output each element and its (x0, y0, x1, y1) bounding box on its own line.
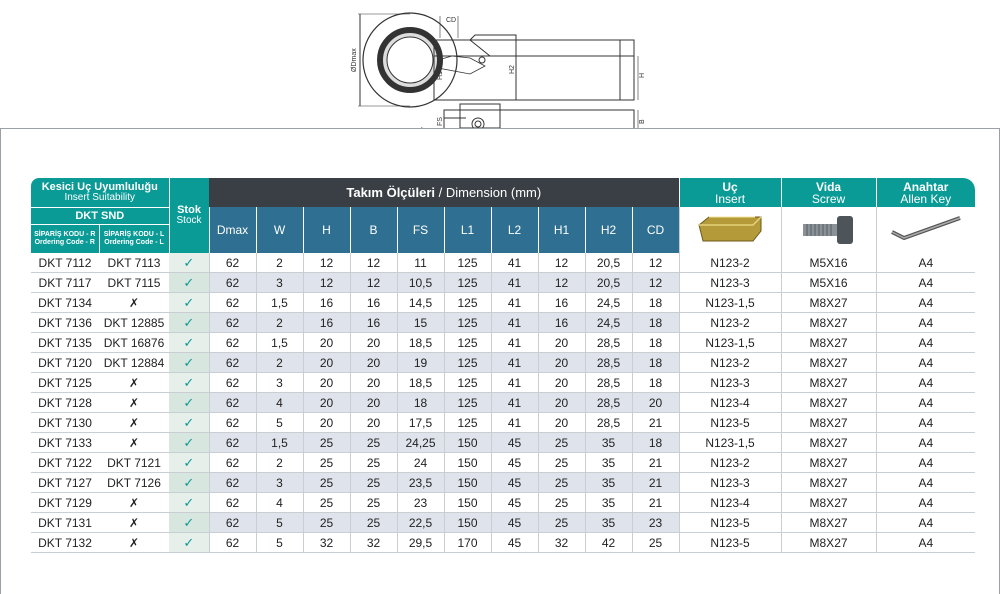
allen-key-header: Anahtar Allen Key (876, 178, 975, 207)
cell-dmax: 62 (209, 273, 256, 293)
cell-code-l: DKT 7113 (99, 253, 169, 273)
cell-code-l: ✗ (99, 513, 169, 533)
table-row (31, 373, 975, 393)
cell-l2: 45 (491, 513, 538, 533)
cell-h: 12 (303, 253, 350, 273)
cell-w: 5 (256, 533, 303, 553)
insert-image (679, 207, 781, 253)
cell-code-r: DKT 7134 (31, 293, 99, 313)
cell-stock: ✓ (169, 473, 209, 493)
cell-dmax: 62 (209, 393, 256, 413)
cell-b: 25 (350, 473, 397, 493)
product-table (31, 178, 975, 553)
label-fs: FS (437, 117, 444, 126)
cell-cd: 18 (632, 313, 679, 333)
cell-stock: ✓ (169, 393, 209, 413)
cell-h: 25 (303, 473, 350, 493)
cell-screw: M8X27 (781, 373, 876, 393)
insert-header: Uç Insert (679, 178, 781, 207)
cell-insert: N123-1,5 (679, 433, 781, 453)
cell-insert: N123-5 (679, 413, 781, 433)
cell-screw: M5X16 (781, 273, 876, 293)
cell-b: 16 (350, 313, 397, 333)
label-h: H (639, 72, 646, 78)
cell-l1: 150 (444, 433, 491, 453)
cell-dmax: 62 (209, 353, 256, 373)
cell-fs: 18,5 (397, 373, 444, 393)
cell-fs: 18,5 (397, 333, 444, 353)
cell-b: 25 (350, 513, 397, 533)
cell-h: 25 (303, 453, 350, 473)
cell-dmax: 62 (209, 433, 256, 453)
suitability-header: Kesici Uç Uyumluluğu Insert Suitability (31, 178, 169, 207)
cell-l1: 125 (444, 413, 491, 433)
cell-screw: M8X27 (781, 353, 876, 373)
cell-l1: 125 (444, 373, 491, 393)
table-row (31, 393, 975, 413)
col-cd: CD (632, 207, 679, 253)
cell-w: 5 (256, 413, 303, 433)
cell-insert: N123-1,5 (679, 293, 781, 313)
cell-fs: 11 (397, 253, 444, 273)
cell-h1: 20 (538, 373, 585, 393)
cell-b: 25 (350, 453, 397, 473)
cell-l1: 125 (444, 393, 491, 413)
cell-w: 2 (256, 453, 303, 473)
screw-icon (799, 212, 859, 246)
cell-b: 20 (350, 353, 397, 373)
cell-b: 25 (350, 493, 397, 513)
cell-b: 32 (350, 533, 397, 553)
cell-allen-key: A4 (876, 413, 975, 433)
cell-code-l: ✗ (99, 293, 169, 313)
cell-l1: 125 (444, 313, 491, 333)
cell-h2: 28,5 (585, 373, 632, 393)
cell-code-l: ✗ (99, 413, 169, 433)
cell-w: 1,5 (256, 333, 303, 353)
cell-cd: 18 (632, 373, 679, 393)
label-b: B (639, 119, 646, 124)
cell-l2: 41 (491, 353, 538, 373)
cell-allen-key: A4 (876, 253, 975, 273)
col-l2: L2 (491, 207, 538, 253)
table-row (31, 413, 975, 433)
cell-b: 20 (350, 393, 397, 413)
cell-h1: 20 (538, 393, 585, 413)
cell-w: 1,5 (256, 433, 303, 453)
cell-allen-key: A4 (876, 353, 975, 373)
cell-h: 25 (303, 513, 350, 533)
cell-cd: 12 (632, 253, 679, 273)
cell-h1: 25 (538, 433, 585, 453)
cell-code-l: ✗ (99, 433, 169, 453)
screw-image (781, 207, 876, 253)
col-h2: H2 (585, 207, 632, 253)
cell-code-r: DKT 7120 (31, 353, 99, 373)
table-row (31, 533, 975, 553)
col-h1: H1 (538, 207, 585, 253)
cell-insert: N123-3 (679, 473, 781, 493)
cell-h1: 25 (538, 453, 585, 473)
cell-h: 20 (303, 373, 350, 393)
label-h2: H2 (509, 65, 516, 74)
col-dmax: Dmax (209, 207, 256, 253)
cell-w: 3 (256, 373, 303, 393)
cell-h2: 35 (585, 433, 632, 453)
cell-dmax: 62 (209, 333, 256, 353)
cell-w: 4 (256, 393, 303, 413)
cell-code-l: ✗ (99, 373, 169, 393)
cell-l2: 41 (491, 313, 538, 333)
cell-h: 20 (303, 333, 350, 353)
cell-w: 3 (256, 273, 303, 293)
cell-w: 2 (256, 313, 303, 333)
col-h: H (303, 207, 350, 253)
cell-allen-key: A4 (876, 453, 975, 473)
cell-fs: 23,5 (397, 473, 444, 493)
cell-stock: ✓ (169, 453, 209, 473)
cell-h2: 20,5 (585, 273, 632, 293)
cell-l1: 125 (444, 253, 491, 273)
table-row (31, 313, 975, 333)
cell-stock: ✓ (169, 373, 209, 393)
cell-w: 5 (256, 513, 303, 533)
cell-code-r: DKT 7117 (31, 273, 99, 293)
cell-screw: M8X27 (781, 293, 876, 313)
cell-cd: 21 (632, 473, 679, 493)
cell-l2: 45 (491, 533, 538, 553)
cell-code-r: DKT 7127 (31, 473, 99, 493)
cell-allen-key: A4 (876, 333, 975, 353)
cell-fs: 18 (397, 393, 444, 413)
cell-screw: M8X27 (781, 473, 876, 493)
col-b: B (350, 207, 397, 253)
cell-l2: 41 (491, 373, 538, 393)
cell-screw: M8X27 (781, 533, 876, 553)
cell-b: 16 (350, 293, 397, 313)
cell-l2: 41 (491, 393, 538, 413)
cell-dmax: 62 (209, 413, 256, 433)
cell-insert: N123-3 (679, 373, 781, 393)
cell-dmax: 62 (209, 313, 256, 333)
cell-dmax: 62 (209, 493, 256, 513)
cell-screw: M8X27 (781, 393, 876, 413)
cell-h2: 35 (585, 513, 632, 533)
cell-code-l: DKT 7115 (99, 273, 169, 293)
cell-screw: M8X27 (781, 493, 876, 513)
cell-code-r: DKT 7135 (31, 333, 99, 353)
cell-allen-key: A4 (876, 393, 975, 413)
cell-cd: 18 (632, 353, 679, 373)
cell-h2: 28,5 (585, 393, 632, 413)
cell-dmax: 62 (209, 293, 256, 313)
cell-fs: 10,5 (397, 273, 444, 293)
cell-h2: 35 (585, 473, 632, 493)
cell-cd: 21 (632, 453, 679, 473)
cell-h2: 28,5 (585, 333, 632, 353)
table-row (31, 513, 975, 533)
cell-cd: 12 (632, 273, 679, 293)
cell-b: 20 (350, 333, 397, 353)
product-name: DKT SND (31, 207, 169, 224)
cell-h1: 32 (538, 533, 585, 553)
cell-code-l: DKT 12885 (99, 313, 169, 333)
cell-b: 20 (350, 413, 397, 433)
allen-key-icon (886, 212, 966, 246)
cell-h2: 28,5 (585, 353, 632, 373)
label-cd: CD (446, 17, 457, 24)
cell-w: 1,5 (256, 293, 303, 313)
cell-insert: N123-2 (679, 353, 781, 373)
cell-b: 12 (350, 273, 397, 293)
cell-code-l: DKT 7121 (99, 453, 169, 473)
cell-allen-key: A4 (876, 433, 975, 453)
table-row (31, 473, 975, 493)
cell-stock: ✓ (169, 433, 209, 453)
cell-b: 12 (350, 253, 397, 273)
cell-cd: 21 (632, 493, 679, 513)
table-row (31, 433, 975, 453)
cell-w: 3 (256, 473, 303, 493)
cell-l1: 125 (444, 293, 491, 313)
cell-insert: N123-2 (679, 313, 781, 333)
cell-code-l: DKT 12884 (99, 353, 169, 373)
cell-screw: M8X27 (781, 413, 876, 433)
cell-code-r: DKT 7136 (31, 313, 99, 333)
cell-code-l: DKT 16876 (99, 333, 169, 353)
cell-dmax: 62 (209, 513, 256, 533)
cell-fs: 15 (397, 313, 444, 333)
cell-h2: 28,5 (585, 413, 632, 433)
cell-l1: 125 (444, 333, 491, 353)
cell-b: 25 (350, 433, 397, 453)
cell-dmax: 62 (209, 533, 256, 553)
cell-cd: 25 (632, 533, 679, 553)
cell-screw: M8X27 (781, 333, 876, 353)
stock-header: Stok Stock (169, 178, 209, 253)
cell-cd: 20 (632, 393, 679, 413)
cell-h: 16 (303, 293, 350, 313)
table-row (31, 273, 975, 293)
cell-code-r: DKT 7132 (31, 533, 99, 553)
cell-l1: 150 (444, 493, 491, 513)
cell-fs: 24,25 (397, 433, 444, 453)
cell-h1: 25 (538, 473, 585, 493)
ordering-code-r-header: SİPARİŞ KODU - R Ordering Code - R (31, 224, 99, 253)
cell-l1: 150 (444, 513, 491, 533)
cell-screw: M5X16 (781, 253, 876, 273)
cell-dmax: 62 (209, 373, 256, 393)
cell-code-r: DKT 7130 (31, 413, 99, 433)
cell-allen-key: A4 (876, 473, 975, 493)
table-row (31, 333, 975, 353)
cell-code-r: DKT 7128 (31, 393, 99, 413)
cell-insert: N123-3 (679, 273, 781, 293)
cell-dmax: 62 (209, 253, 256, 273)
cell-cd: 18 (632, 293, 679, 313)
table-row (31, 253, 975, 273)
col-w: W (256, 207, 303, 253)
cell-b: 20 (350, 373, 397, 393)
cell-stock: ✓ (169, 293, 209, 313)
cell-w: 2 (256, 353, 303, 373)
ordering-code-l-header: SİPARİŞ KODU - L Ordering Code - L (99, 224, 169, 253)
cell-fs: 17,5 (397, 413, 444, 433)
cell-screw: M8X27 (781, 433, 876, 453)
cell-l2: 45 (491, 493, 538, 513)
cell-dmax: 62 (209, 473, 256, 493)
cell-code-l: ✗ (99, 493, 169, 513)
cell-h: 32 (303, 533, 350, 553)
cell-stock: ✓ (169, 253, 209, 273)
cell-fs: 14,5 (397, 293, 444, 313)
cell-fs: 29,5 (397, 533, 444, 553)
cell-h2: 20,5 (585, 253, 632, 273)
cell-insert: N123-2 (679, 253, 781, 273)
cell-l2: 41 (491, 273, 538, 293)
cell-h: 20 (303, 353, 350, 373)
table-row (31, 353, 975, 373)
cell-h1: 12 (538, 253, 585, 273)
col-fs: FS (397, 207, 444, 253)
cell-l2: 41 (491, 293, 538, 313)
cell-cd: 21 (632, 413, 679, 433)
cell-insert: N123-5 (679, 513, 781, 533)
cell-code-l: ✗ (99, 393, 169, 413)
cell-code-r: DKT 7133 (31, 433, 99, 453)
cell-h2: 42 (585, 533, 632, 553)
cell-h: 25 (303, 493, 350, 513)
cell-stock: ✓ (169, 273, 209, 293)
cell-cd: 18 (632, 433, 679, 453)
cell-l2: 45 (491, 433, 538, 453)
cell-screw: M8X27 (781, 313, 876, 333)
cell-l1: 150 (444, 473, 491, 493)
cell-l2: 41 (491, 253, 538, 273)
allen-key-image (876, 207, 975, 253)
cell-code-r: DKT 7112 (31, 253, 99, 273)
cell-allen-key: A4 (876, 513, 975, 533)
cell-h1: 20 (538, 353, 585, 373)
table-row (31, 293, 975, 313)
cell-stock: ✓ (169, 313, 209, 333)
cell-stock: ✓ (169, 413, 209, 433)
cell-insert: N123-4 (679, 393, 781, 413)
cell-stock: ✓ (169, 533, 209, 553)
table-row (31, 493, 975, 513)
cell-h1: 16 (538, 313, 585, 333)
cell-h: 25 (303, 433, 350, 453)
cell-l1: 170 (444, 533, 491, 553)
cell-l1: 150 (444, 453, 491, 473)
cell-fs: 22,5 (397, 513, 444, 533)
cell-dmax: 62 (209, 453, 256, 473)
tool-body-front (434, 40, 634, 100)
cell-h: 20 (303, 413, 350, 433)
cell-allen-key: A4 (876, 493, 975, 513)
col-l1: L1 (444, 207, 491, 253)
cell-l2: 41 (491, 413, 538, 433)
cell-code-l: ✗ (99, 533, 169, 553)
table-row (31, 453, 975, 473)
label-dmax: ØDmax (351, 48, 358, 72)
cell-code-r: DKT 7125 (31, 373, 99, 393)
cell-l2: 45 (491, 473, 538, 493)
screw-header: Vida Screw (781, 178, 876, 207)
cell-screw: M8X27 (781, 453, 876, 473)
cell-h: 16 (303, 313, 350, 333)
cell-cd: 23 (632, 513, 679, 533)
cell-l2: 41 (491, 333, 538, 353)
cell-allen-key: A4 (876, 533, 975, 553)
cell-h1: 25 (538, 513, 585, 533)
insert-icon (695, 211, 765, 247)
cell-fs: 19 (397, 353, 444, 373)
cell-insert: N123-5 (679, 533, 781, 553)
cell-fs: 24 (397, 453, 444, 473)
label-h1: H1 (437, 71, 444, 80)
cell-allen-key: A4 (876, 273, 975, 293)
cell-allen-key: A4 (876, 313, 975, 333)
cell-stock: ✓ (169, 513, 209, 533)
cell-insert: N123-2 (679, 453, 781, 473)
cell-h1: 16 (538, 293, 585, 313)
cell-h2: 24,5 (585, 313, 632, 333)
cell-allen-key: A4 (876, 293, 975, 313)
cell-insert: N123-4 (679, 493, 781, 513)
cell-stock: ✓ (169, 333, 209, 353)
table-body (31, 253, 975, 553)
cell-h1: 20 (538, 413, 585, 433)
cell-h1: 25 (538, 493, 585, 513)
cell-l2: 45 (491, 453, 538, 473)
cell-h: 12 (303, 273, 350, 293)
cell-code-l: DKT 7126 (99, 473, 169, 493)
cell-l1: 125 (444, 273, 491, 293)
cell-l1: 125 (444, 353, 491, 373)
cell-stock: ✓ (169, 493, 209, 513)
cell-stock: ✓ (169, 353, 209, 373)
cell-h2: 35 (585, 453, 632, 473)
cell-code-r: DKT 7131 (31, 513, 99, 533)
cell-w: 2 (256, 253, 303, 273)
cell-h2: 24,5 (585, 293, 632, 313)
cell-h: 20 (303, 393, 350, 413)
cell-screw: M8X27 (781, 513, 876, 533)
cell-h1: 12 (538, 273, 585, 293)
cell-h2: 35 (585, 493, 632, 513)
cell-fs: 23 (397, 493, 444, 513)
cell-allen-key: A4 (876, 373, 975, 393)
cell-code-r: DKT 7122 (31, 453, 99, 473)
cell-cd: 18 (632, 333, 679, 353)
dimension-header: Takım Ölçüleri / Dimension (mm) (209, 178, 679, 207)
cell-w: 4 (256, 493, 303, 513)
cell-h1: 20 (538, 333, 585, 353)
cell-code-r: DKT 7129 (31, 493, 99, 513)
cell-insert: N123-1,5 (679, 333, 781, 353)
